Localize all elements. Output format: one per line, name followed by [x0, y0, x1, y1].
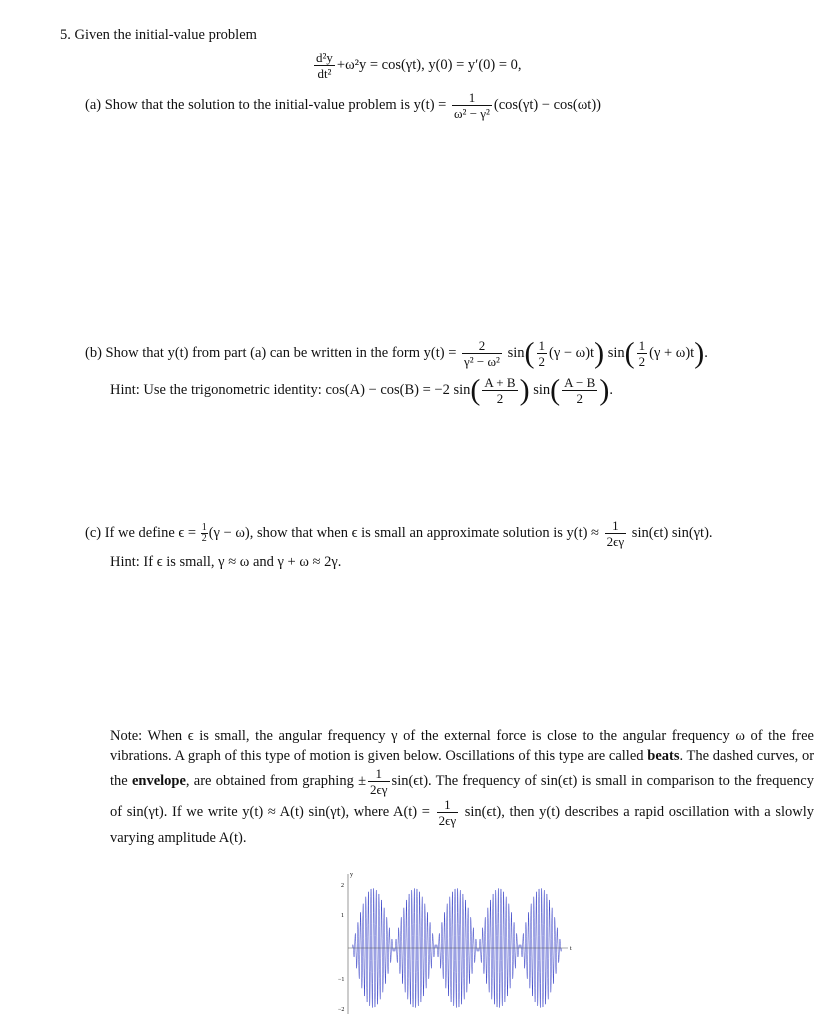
note-text-5: sin(ϵt), then y(t) describes a rapid oscillation with a slowly varying amplitude A(t).	[110, 803, 814, 846]
part-b-hint-sin: sin	[533, 381, 551, 398]
part-a-label: (a)	[85, 96, 102, 113]
note-text-3: , are obtained from graphing ±	[185, 772, 367, 789]
paren-close: )	[694, 336, 705, 370]
part-a	[85, 90, 601, 121]
note-beats: beats	[647, 748, 680, 764]
note-text-2: . The dashed curves, or the	[110, 748, 815, 789]
hint-fraction-sum: $\frac{A + B}{2}$	[484, 375, 516, 406]
paren-close: )	[519, 373, 530, 407]
part-c	[85, 518, 713, 549]
note-envelope: envelope	[131, 772, 186, 789]
paren-open: (	[524, 336, 535, 370]
part-c-text-mid: (γ − ω), show that when ϵ is small an approximate solution is y(t) ≈	[208, 524, 600, 541]
part-b-fraction: $\frac{2}{\text{γ² − ω²}}$	[464, 338, 500, 369]
part-b-end: .	[704, 344, 708, 361]
y-tick-minus-2: −2	[338, 1007, 345, 1013]
part-c-half: $\frac{1}{2}$	[201, 522, 207, 544]
ode-equation	[312, 50, 522, 81]
part-b-half-2: $\frac{1}{2}$	[638, 338, 646, 369]
part-b-half-1: $\frac{1}{2}$	[538, 338, 545, 369]
part-b-arg2: (γ + ω)t	[649, 344, 695, 361]
part-a-fraction: $\frac{1}{\text{ω² − γ²}}$	[453, 90, 490, 121]
part-b-hint-text: Hint: Use the trigonometric identity: cos(A) − cos(B) = −2 sin	[110, 381, 471, 398]
part-b-hint	[110, 375, 613, 406]
part-b-text: Show that y(t) from part (a) can be written in the form y(t) =	[105, 344, 457, 361]
part-c-fraction: $\frac{1}{2\epsilon\gamma}$	[606, 518, 625, 549]
paren-close: )	[599, 373, 610, 407]
y-tick-2: 2	[341, 883, 344, 889]
paren-open: (	[550, 373, 561, 407]
note-fraction-2: $\frac{1}{2\epsilon\gamma}$	[438, 797, 457, 828]
hint-fraction-diff: $\frac{A - B}{2}$	[564, 375, 596, 406]
ode-rest: +ω²y = cos(γt), y(0) = y′(0) = 0,	[336, 56, 522, 73]
note-text-4: sin(ϵt). The frequency of sin(ϵt) is small in comparison to the frequency of sin(γt). If we write y(t) ≈ A(t) sin(γt), where A(t) =	[110, 772, 814, 820]
y-tick-minus-1: −1	[338, 977, 345, 983]
part-b-sin2: sin	[607, 344, 625, 361]
part-c-label: (c)	[85, 524, 102, 541]
y-tick-1: 1	[341, 913, 344, 919]
note-text-1: Note: When ϵ is small, the angular frequency γ of the external force is close to the angular frequency ω of the free vibrations. A graph of this type of motion is given below. Oscillations of this type are called	[110, 728, 814, 764]
note-fraction-1: $\frac{1}{2\epsilon\gamma}$	[370, 766, 388, 797]
part-c-tail: sin(ϵt) sin(γt).	[631, 524, 713, 541]
part-a-tail: (cos(γt) − cos(ωt))	[493, 96, 601, 113]
y-axis-label: y	[350, 872, 353, 878]
part-a-text: Show that the solution to the initial-value problem is y(t) =	[104, 96, 447, 113]
x-axis-label: t	[570, 946, 572, 952]
part-b-sin1: sin	[507, 344, 525, 361]
part-c-hint: Hint: If ϵ is small, γ ≈ ω and γ + ω ≈ 2γ.	[110, 554, 342, 570]
ode-derivative-fraction: $\frac{\text{d²y}}{\text{dt²}}$	[316, 50, 333, 81]
part-b-label: (b)	[85, 344, 102, 361]
part-b	[85, 338, 708, 369]
paren-open: (	[624, 336, 635, 370]
paren-open: (	[470, 373, 481, 407]
problem-heading: 5. Given the initial-value problem	[60, 27, 257, 43]
part-c-text-pre: If we define ϵ =	[104, 524, 197, 541]
paren-close: )	[594, 336, 605, 370]
part-b-hint-end: .	[609, 381, 613, 398]
note-paragraph	[110, 726, 814, 848]
part-b-arg1: (γ − ω)t	[549, 344, 595, 361]
beats-graph	[330, 868, 580, 1018]
